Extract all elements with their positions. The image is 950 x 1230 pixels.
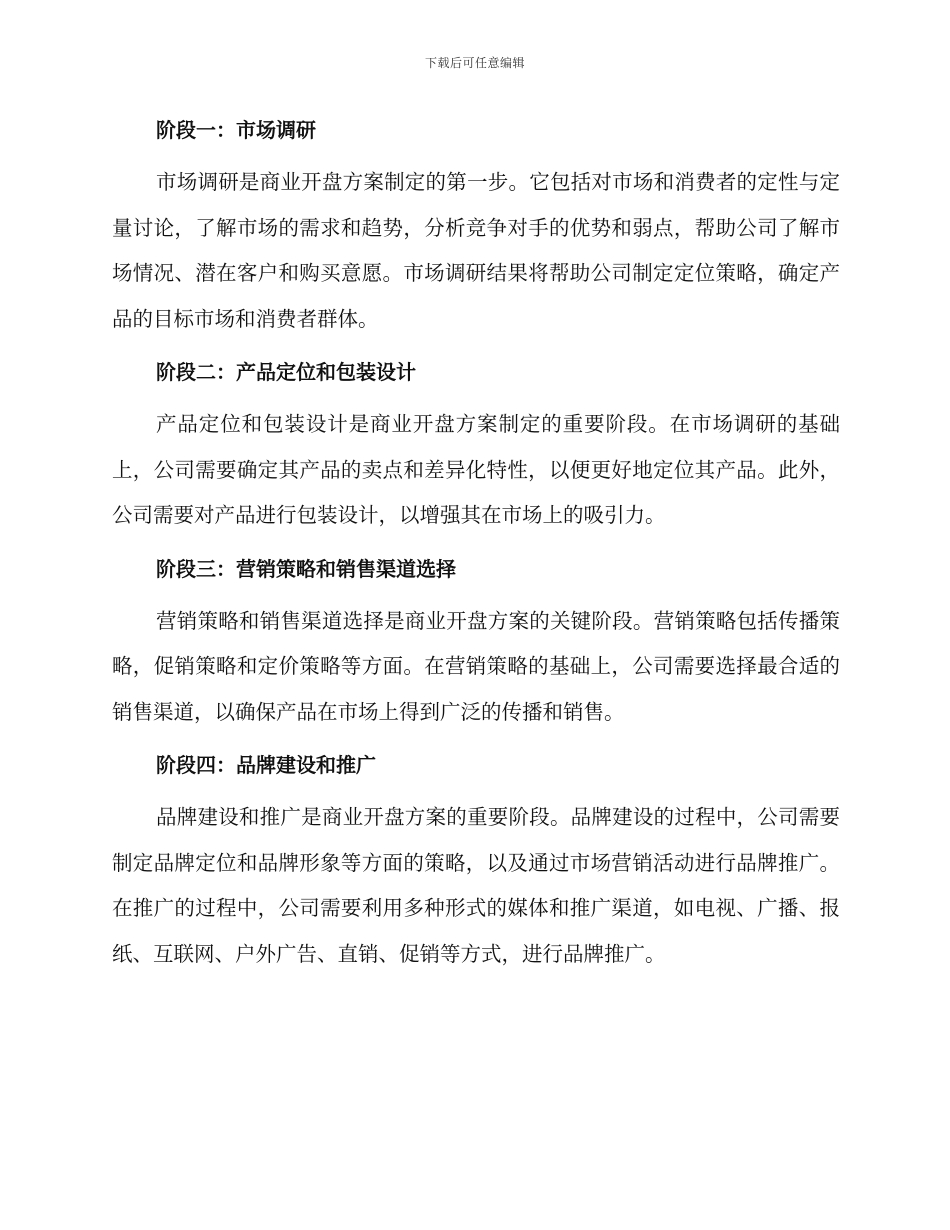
- page-header-note: 下载后可任意编辑: [424, 56, 525, 70]
- section-heading-2: 阶段二：产品定位和包装设计: [156, 360, 416, 384]
- document-body: [112, 108, 840, 985]
- section-body-1: 市场调研是商业开盘方案制定的第一步。它包括对市场和消费者的定性与定量讨论，了解市场的需求和趋势，分析竞争对手的优势和弱点，帮助公司了解市场情况、潜在客户和购买意愿。市场调研结果将帮助公司制定定位策略，确定产品的目标市场和消费者群体。: [112, 170, 840, 331]
- section-heading-4: 阶段四：品牌建设和推广: [156, 753, 376, 777]
- section-heading-1: 阶段一：市场调研: [156, 118, 316, 142]
- section-heading-3: 阶段三：营销策略和销售渠道选择: [156, 556, 456, 581]
- section-body-2: 产品定位和包装设计是商业开盘方案制定的重要阶段。在市场调研的基础上，公司需要确定其产品的卖点和差异化特性，以便更好地定位其产品。此外，公司需要对产品进行包装设计，以增强其在市场上的吸引力。: [112, 412, 840, 527]
- section-body-3: 营销策略和销售渠道选择是商业开盘方案的关键阶段。营销策略包括传播策略，促销策略和定价策略等方面。在营销策略的基础上，公司需要选择最合适的销售渠道，以确保产品在市场上得到广泛的传播和销售。: [112, 608, 840, 724]
- section-body-4: 品牌建设和推广是商业开盘方案的重要阶段。品牌建设的过程中，公司需要制定品牌定位和品牌形象等方面的策略，以及通过市场营销活动进行品牌推广。在推广的过程中，公司需要利用多种形式的媒体和推广渠道，如电视、广播、报纸、互联网、户外广告、直销、促销等方式，进行品牌推广。: [112, 805, 840, 966]
